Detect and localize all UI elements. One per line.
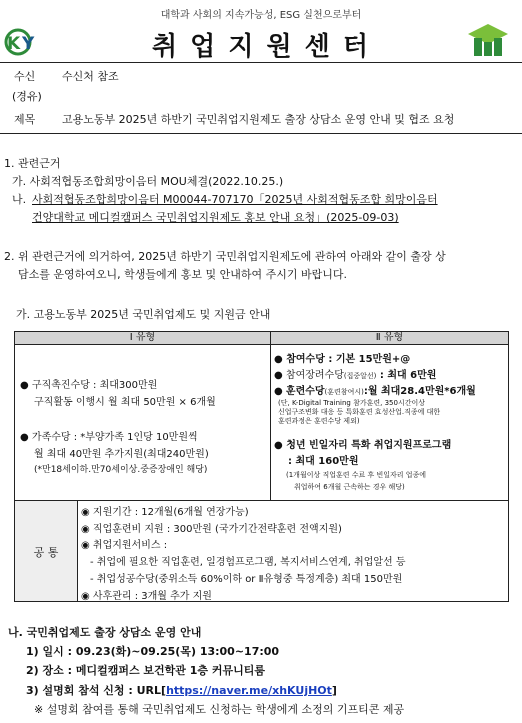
career-center-logo bbox=[466, 22, 510, 62]
incentive-allowance: ● 참여장려수당(집중알선) : 최대 6만원 bbox=[274, 370, 437, 381]
common-label-cell bbox=[14, 500, 78, 602]
section1-item-b-line2 bbox=[32, 209, 399, 225]
youth-detail-line1: (1개월이상 직업훈련 수료 후 빈일자리 업종에 bbox=[286, 471, 427, 479]
youth-detail-line2: 취업하여 6개월 근속하는 경우 해당) bbox=[294, 483, 405, 491]
common-aftercare-text: 사후관리 : 3개월 추가 지원 bbox=[92, 591, 212, 602]
recipient-value: 수신처 참조 bbox=[62, 70, 119, 83]
common-label: 공 통 bbox=[33, 546, 59, 559]
training-detail-line1: (단, K-Digital Training 참가훈련, 350시간이상 bbox=[278, 399, 426, 407]
subject-value: 고용노동부 2025년 하반기 국민취업지원제도 출장 상담소 운영 안내 및 협조 요청 bbox=[62, 113, 455, 126]
table-header-type2-text: Ⅱ 유형 bbox=[375, 332, 404, 343]
job-allowance: ● 구직촉진수당 : 최대300만원 bbox=[20, 380, 158, 391]
training-detail bbox=[278, 399, 504, 426]
table-header-type1 bbox=[14, 331, 271, 345]
meta-divider bbox=[0, 133, 522, 134]
section-na-heading: 나. 국민취업제도 출장 상담소 운영 안내 bbox=[8, 626, 202, 639]
recipient-label: 수신 bbox=[14, 70, 36, 83]
section1-heading: 1. 관련근거 bbox=[4, 157, 61, 170]
family-allowance: ● 가족수당 : *부양가족 1인당 10만원씩 bbox=[20, 432, 198, 443]
job-allowance-detail: 구직활동 이행시 월 최대 50만원 × 6개월 bbox=[34, 397, 216, 408]
svg-text:Y: Y bbox=[22, 34, 35, 54]
common-services-text: 취업지원서비스 : bbox=[92, 540, 168, 551]
section1-item-a: 가. 사회적협동조합희망이음터 MOU체결(2022.10.25.) bbox=[12, 175, 284, 188]
section-na-item3 bbox=[26, 682, 337, 698]
section2-line2: 담소를 운영하여오니, 학생들에게 홍보 및 안내하여 주시기 바랍니다. bbox=[18, 268, 347, 281]
section1-item-b-line1: 사회적협동조합희망이음터 M00044-707170「2025년 사회적협동조합 희망이음터 bbox=[32, 193, 438, 206]
header-divider bbox=[0, 62, 522, 63]
section-na-note: ※ 설명회 참여를 통해 국민취업제도 신청하는 학생에게 소정의 기프티콘 제공 bbox=[34, 703, 405, 716]
incentive-allowance-text: 참여장려수당 bbox=[285, 370, 344, 381]
table-type1-cell bbox=[14, 344, 271, 501]
page-title: 취 업 지 원 센 터 bbox=[152, 32, 370, 62]
participation-allowance: ● 참여수당 : 기본 15만원+@ bbox=[274, 354, 411, 365]
family-allowance-note: (*만18세이하.만70세이상.중증장애인 해당) bbox=[34, 465, 208, 475]
section2-line1: 2. 위 관련근거에 의거하여, 2025년 하반기 국민취업지원제도에 관하여 아래와 같이 출장 상 bbox=[4, 250, 446, 263]
job-allowance-text: 구직촉진수당 : 최대300만원 bbox=[31, 380, 158, 391]
subject-label: 제목 bbox=[14, 113, 36, 126]
family-allowance-text: 가족수당 : *부양가족 1인당 10만원씩 bbox=[31, 432, 198, 443]
youth-program-value: : 최대 160만원 bbox=[288, 456, 359, 467]
training-value: :월 최대28.4만원*6개월 bbox=[363, 386, 476, 397]
section-na-item3-suffix: ] bbox=[331, 684, 337, 697]
incentive-value: : 최대 6만원 bbox=[376, 370, 437, 381]
svg-text:K: K bbox=[7, 34, 21, 54]
section2-subheading: 가. 고용노동부 2025년 국민취업제도 및 지원금 안내 bbox=[16, 308, 271, 321]
training-allowance: ● 훈련수당(훈련참여시):월 최대28.4만원*6개월 bbox=[274, 386, 476, 397]
participation-allowance-text: 참여수당 : 기본 15만원+@ bbox=[286, 354, 411, 365]
common-services-detail2: - 취업성공수당(중위소득 60%이하 or Ⅱ유형중 특정계층) 최대 150만원 bbox=[90, 574, 403, 585]
common-services: ◉ 취업지원서비스 : bbox=[81, 540, 168, 551]
section-na-item1: 1) 일시 : 09.23(화)~09.25(목) 13:00~17:00 bbox=[26, 645, 280, 658]
table-header-type1-text: Ⅰ 유형 bbox=[129, 332, 156, 343]
section-na-item2: 2) 장소 : 메디컬캠퍼스 보건학관 1층 커뮤니티룸 bbox=[26, 664, 265, 677]
youth-program-text: 청년 빈일자리 특화 취업지원프로그램 bbox=[286, 440, 452, 451]
section-na-item3-prefix: 3) 설명회 참석 신청 : URL[ bbox=[26, 684, 167, 697]
common-stipend: ◉ 직업훈련비 지원 : 300만원 (국가기간전략훈련 전액지원) bbox=[81, 524, 342, 535]
youth-detail bbox=[286, 469, 426, 493]
section1-item-b-line2-text: 건양대학교 메디컬캠퍼스 국민취업지원제도 홍보 안내 요청」(2025-09-03) bbox=[32, 211, 399, 224]
common-stipend-text: 직업훈련비 지원 : 300만원 (국가기간전략훈련 전액지원) bbox=[92, 524, 342, 535]
common-period: ◉ 지원기간 : 12개월(6개월 연장가능) bbox=[81, 507, 249, 518]
common-period-text: 지원기간 : 12개월(6개월 연장가능) bbox=[92, 507, 249, 518]
training-note: (훈련참여시) bbox=[324, 388, 364, 396]
training-detail-line2: 신업구조변화 대응 등 특화훈련 효성산업.직종에 대한 bbox=[278, 408, 441, 416]
letterhead-slogan: 대학과 사회의 지속가능성, ESG 실천으로부터 bbox=[160, 10, 362, 21]
table-header-type2 bbox=[270, 331, 509, 345]
training-detail-line3: 훈련과정은 훈련수당 제외) bbox=[278, 417, 360, 425]
family-allowance-detail: 월 최대 40만원 추가지원(최대240만원) bbox=[34, 449, 209, 460]
via-label: (경유) bbox=[12, 90, 42, 103]
common-aftercare: ◉ 사후관리 : 3개월 추가 지원 bbox=[81, 591, 212, 602]
section1-item-b-marker: 나. bbox=[12, 193, 27, 206]
incentive-note: (집중알선) bbox=[343, 372, 377, 380]
youth-program: ● 청년 빈일자리 특화 취업지원프로그램 bbox=[274, 440, 452, 451]
common-services-detail1: - 취업에 필요한 직업훈련, 일경험프로그램, 복지서비스연계, 취업알선 등 bbox=[90, 557, 406, 568]
training-allowance-text: 훈련수당 bbox=[285, 386, 325, 397]
signup-link[interactable]: https://naver.me/xhKUjHOt bbox=[166, 684, 332, 697]
